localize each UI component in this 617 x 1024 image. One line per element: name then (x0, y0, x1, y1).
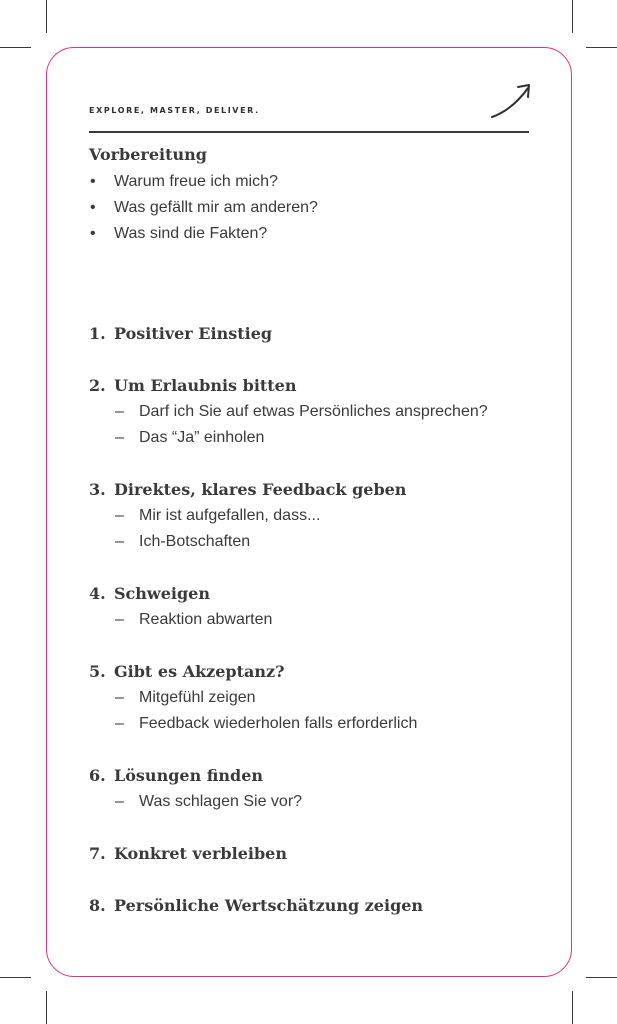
step-title: Lösungen finden (114, 766, 264, 785)
step-item (89, 321, 529, 347)
sub-item: – Ich-Botschaften (114, 529, 529, 555)
step-number: 5. (89, 662, 106, 681)
step-title: Persönliche Wertschätzung zeigen (114, 896, 424, 915)
step-number: 6. (89, 766, 106, 785)
step-title: Direktes, klares Feedback geben (114, 480, 407, 499)
arrow-up-right-icon (488, 80, 534, 120)
dash-icon: – (115, 403, 124, 420)
steps-list (89, 321, 529, 919)
step-number: 7. (89, 844, 106, 863)
tagline: EXPLORE, MASTER, DELIVER. (89, 106, 260, 115)
crop-mark (0, 977, 31, 978)
step-item (89, 893, 529, 919)
sub-item: – Darf ich Sie auf etwas Persönliches ansprechen? (114, 399, 529, 425)
step-number: 3. (89, 480, 106, 499)
sub-item: – Feedback wiederholen falls erforderlich (114, 711, 529, 737)
crop-mark (46, 991, 47, 1024)
step-title: Konkret verbleiben (114, 844, 287, 863)
card-content (89, 143, 529, 945)
crop-mark (572, 0, 573, 33)
crop-mark (0, 47, 31, 48)
step-title: Schweigen (114, 584, 210, 603)
step-item (89, 659, 529, 737)
list-item: • Warum freue ich mich? (89, 169, 529, 195)
step-number: 2. (89, 376, 106, 395)
step-sublist (89, 607, 529, 633)
step-number: 8. (89, 896, 106, 915)
dash-icon: – (115, 429, 124, 446)
dash-icon: – (115, 715, 124, 732)
step-number: 1. (89, 324, 106, 343)
step-number: 4. (89, 584, 106, 603)
dash-icon: – (115, 507, 124, 524)
step-sublist (89, 685, 529, 737)
sub-item: – Reaktion abwarten (114, 607, 529, 633)
bullet-icon: • (90, 199, 96, 216)
dash-icon: – (115, 793, 124, 810)
step-sublist (89, 399, 529, 451)
step-item (89, 373, 529, 451)
dash-icon: – (115, 533, 124, 550)
sub-item: – Mir ist aufgefallen, dass... (114, 503, 529, 529)
step-item (89, 477, 529, 555)
crop-mark (586, 47, 617, 48)
header-divider (89, 131, 529, 133)
step-sublist (89, 503, 529, 555)
list-item: • Was sind die Fakten? (89, 221, 529, 247)
step-item (89, 841, 529, 867)
step-title: Positiver Einstieg (114, 324, 273, 343)
list-item: • Was gefällt mir am anderen? (89, 195, 529, 221)
dash-icon: – (115, 611, 124, 628)
preparation-list (89, 169, 529, 247)
bullet-icon: • (90, 225, 96, 242)
sub-item: – Mitgefühl zeigen (114, 685, 529, 711)
preparation-title: Vorbereitung (89, 145, 207, 164)
step-item (89, 581, 529, 633)
step-item (89, 763, 529, 815)
bullet-icon: • (90, 173, 96, 190)
step-sublist (89, 789, 529, 815)
crop-mark (586, 977, 617, 978)
step-title: Gibt es Akzeptanz? (114, 662, 285, 681)
crop-mark (572, 991, 573, 1024)
step-title: Um Erlaubnis bitten (114, 376, 297, 395)
crop-mark (46, 0, 47, 33)
dash-icon: – (115, 689, 124, 706)
sub-item: – Was schlagen Sie vor? (114, 789, 529, 815)
sub-item: – Das “Ja” einholen (114, 425, 529, 451)
